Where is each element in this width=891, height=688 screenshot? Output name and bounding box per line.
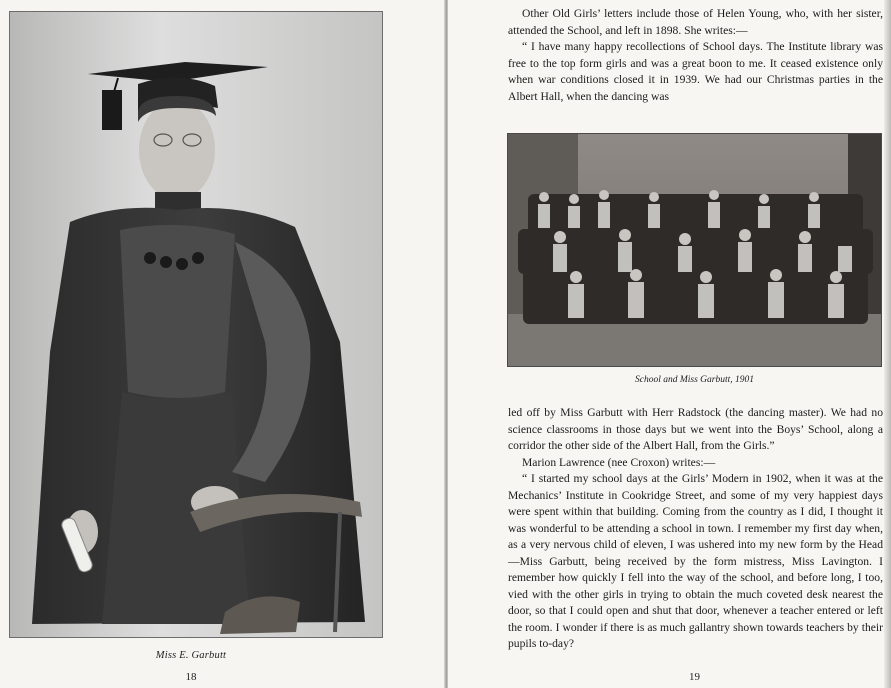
- group-photo: [507, 133, 882, 367]
- portrait-caption: Miss E. Garbutt: [155, 650, 227, 661]
- text-block-bottom: [508, 405, 883, 653]
- paragraph: “ I have many happy recollections of School days. The Institute library was free to the top form girls and was a great boon to me. It ceased existence only when war conditions closed it in 1939. We had our Christmas parties in the Albert Hall, when the dancing was: [508, 40, 883, 103]
- paragraph: led off by Miss Garbutt with Herr Radstock (the dancing master). We had no science classrooms in those days but we went into the Boys’ School, along a corridor the other side of the Albert Hall, from the Girls.”: [508, 406, 883, 452]
- page-number-right: 19: [689, 671, 700, 683]
- paragraph: Marion Lawrence (nee Croxon) writes:—: [522, 455, 716, 469]
- paragraph: Other Old Girls’ letters include those of Helen Young, who, with her sister, attended the School, and left in 1898. She writes:—: [508, 7, 883, 37]
- portrait-photo: [9, 11, 383, 638]
- page-number-left: 18: [185, 671, 197, 683]
- paragraph: “ I started my school days at the Girls’ Modern in 1902, when it was at the Mechanics’ Institute in Cookridge Street, and some of my very happiest days were spent within that building. Coming from the country as I did, I thought it was wonderful to be attending a school in town. I remember my first day when, as a very nervous child of eleven, I was ushered into my new form by the Head—Miss Garbutt, being received by the form mistress, Miss Lavington. I remember how quickly I fell into the way of the school, and before long, I too, vied with the other girls in trying to obtain the much coveted desk nearest the door, so that I could open and shut that door, whenever a teacher entered or left the room. I wonder if there is as much gallantry shown towards teachers by their pupils to-day?: [508, 472, 883, 650]
- text-block-top: [508, 6, 883, 105]
- page-edge: [884, 0, 891, 688]
- group-photo-caption: School and Miss Garbutt, 1901: [634, 375, 754, 385]
